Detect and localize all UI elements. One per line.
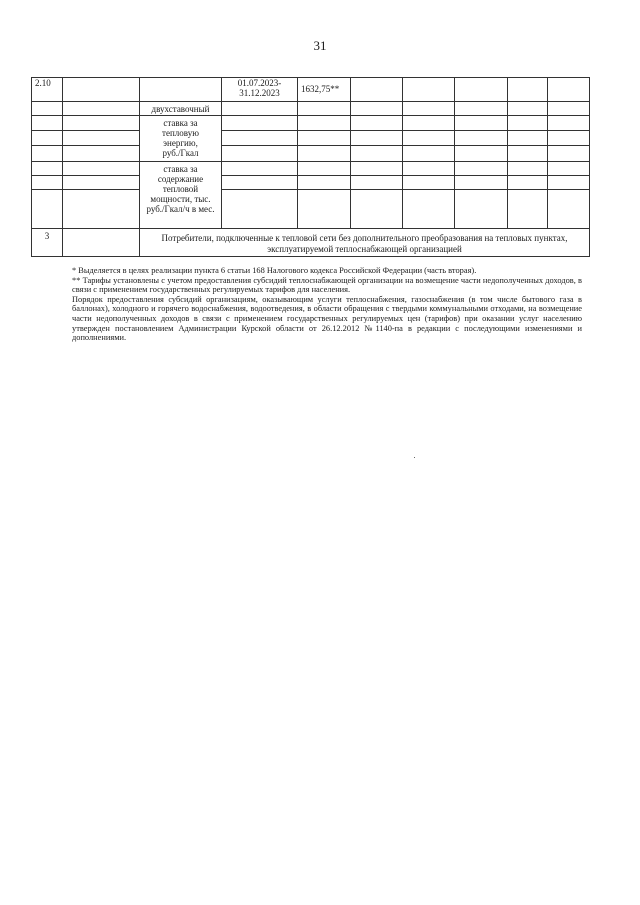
- tariff-table: [31, 77, 590, 257]
- subsidy-procedure-note: Порядок предоставления субсидий организациям, оказывающим услуги теплоснабжения, газоснабжения (в том числе бытового газа в баллонах), холодного и горячего водоснабжения, водоотведения, в области обращения с твердыми коммунальными отходами, на возмещение части недополученных доходов в связи с применением государственных регулируемых цен (тарифов) при оказании услуг населению утвержден постановлением Администрации Курской области от 26.12.2012 №1140-па в редакции с последующими изменениями и дополнениями.: [72, 294, 582, 343]
- table-row-2-10: [32, 78, 590, 102]
- rate-capacity-label: ставка за содержание тепловой мощности, тыс. руб./Гкал/ч в мес.: [140, 162, 222, 229]
- row-number: 2.10: [32, 78, 63, 102]
- scan-speck: [414, 457, 415, 458]
- table-row-capacity-3: [32, 190, 590, 229]
- two-rate-label: двухставочный: [140, 102, 222, 116]
- rate-energy-label: ставка за тепловую энергию, руб./Гкал: [140, 116, 222, 162]
- table-row-energy-3: [32, 146, 590, 162]
- page-number: 31: [313, 38, 327, 53]
- row-number: 3: [32, 229, 63, 257]
- table-row-3: [32, 229, 590, 257]
- table-row-capacity-2: [32, 176, 590, 190]
- table-row-capacity-1: [32, 162, 590, 176]
- table-row-two-rate: [32, 102, 590, 116]
- footnotes: [72, 266, 582, 343]
- table-row-energy-1: [32, 116, 590, 131]
- footnote-subsidy: ** Тарифы установлены с учетом предоставления субсидий теплоснабжающей организации на возмещение части недополученных доходов, в связи с применением государственных регулируемых тарифов для населения.: [72, 275, 582, 295]
- footnote-vat: * Выделяется в целях реализации пункта 6 статьи 168 Налогового кодекса Российской Федерации (часть вторая).: [72, 266, 477, 275]
- tariff-value-cell: 1632,75**: [298, 78, 351, 102]
- period-cell: 01.07.2023- 31.12.2023: [222, 78, 298, 102]
- table-row-energy-2: [32, 131, 590, 146]
- consumers-description: Потребители, подключенные к тепловой сети без дополнительного преобразования на тепловых пунктах, эксплуатируемой теплоснабжающей организацией: [140, 229, 590, 257]
